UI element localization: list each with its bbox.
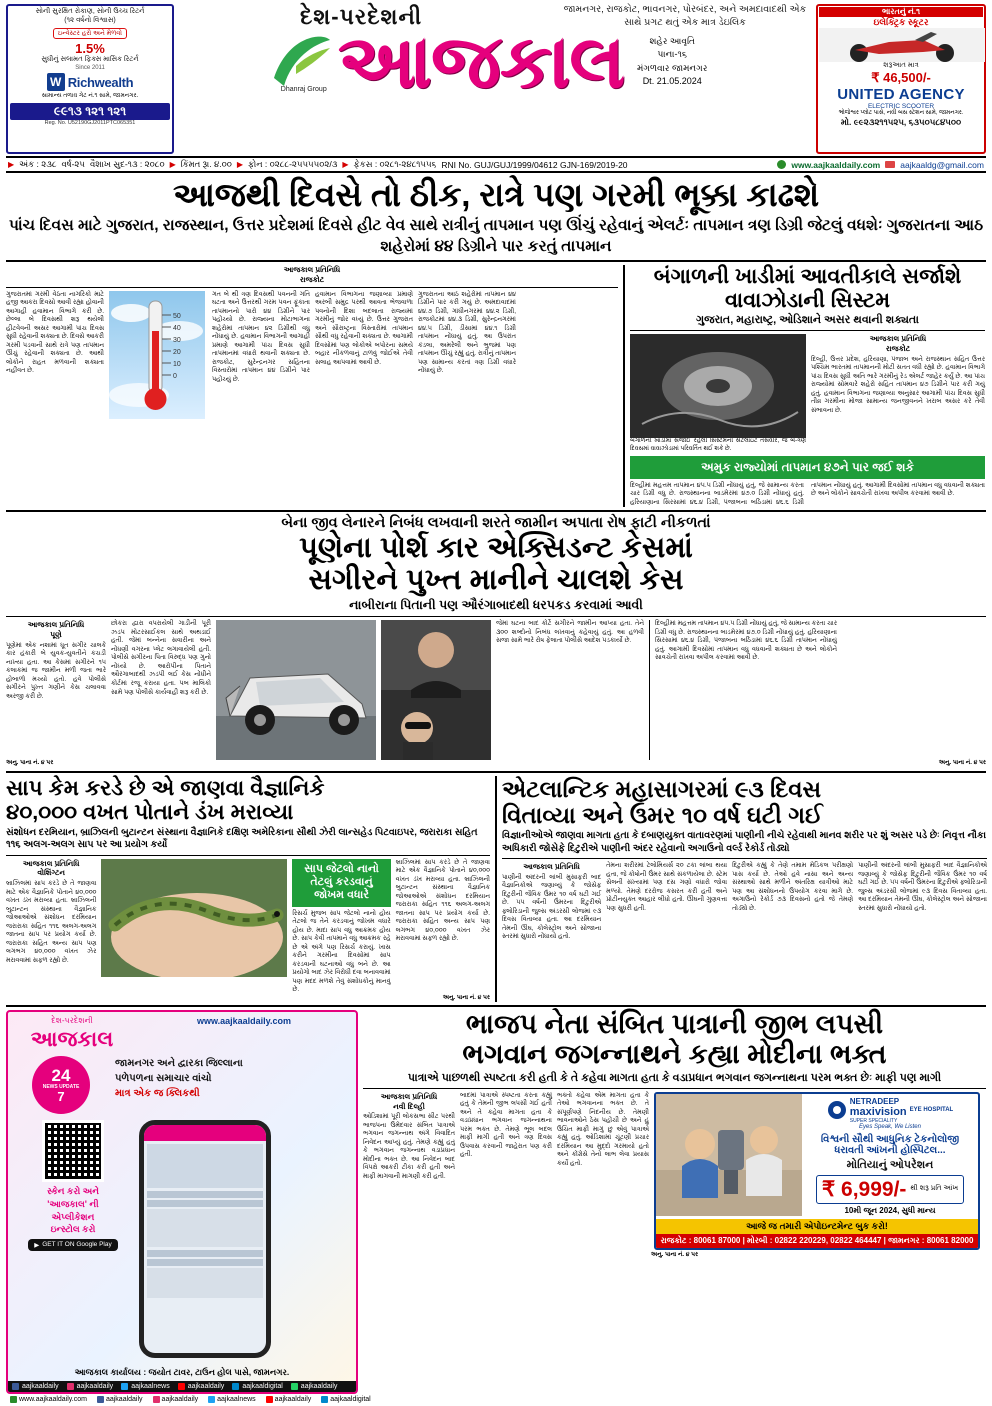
snake-dateline: વોશિંગ્ટન <box>37 868 65 878</box>
ua-address: ભોજેશ્વર પ્લોટ પાસે, નવી બસ સ્ટેશન સામે, જામનગર. <box>838 109 964 116</box>
lead-subhead: પાંચ દિવસ માટે ગુજરાત, રાજસ્થાન, ઉત્તર પ્રદેશમાં દિવસે હીટ વેવ સાથે રાત્રીનું તાપમાન પણ ઊંચું રહેવાનું એલર્ટઃ તાપમાન ત્રણ ડિગ્રી જેટલું વધશેઃ ગુજરાતના આઠ શહેરોમાં ૪૪ ડિગ્રીને પાર કરતું તાપમાન <box>6 216 986 262</box>
bjp-text-2: બાદમાં પાત્રાએ સ્પષ્ટતા કરતા કહ્યું હતું કે તેમની જીભ લપસી ગઈ હતી અને તે કહેવા માગતા હતા કે વડાપ્રધાન ભગવાન જગન્નાથના પરમ ભક્ત છે. તેમણે ભૂલ બદલ માફી માગી હતી અને ત્રણ દિવસ ઉપવાસ કરવાની જાહેરાત પણ કરી હતી. <box>460 1091 552 1159</box>
pune-text-2: છોકરા દ્વારા વપરાયેલી ગાડીની પૂરી ઝડપ મોટરસાઈકલ સાથે અથડાઈ હતી. જેમાં બન્નેના સવારીના અને નોંધણી વગરના પ્લેટ લગાવાયેલી હતી. પોલીસે સગીરના પિતા વિરુદ્ધ પણ ગુનો નોંધ્યો છે. આરોપીના પિતાને ઔરંગાબાદથી ઝડપી લઈ કેસ નોંધીને કોર્ટમાં રજૂ કરાયા હતા. પબ માલિકો સામે પણ પોલીસે કાર્યવાહી શરૂ કરી છે. <box>111 620 211 696</box>
app-brand-small: દેશ-પરદેશની <box>51 1016 93 1026</box>
weather-dateline: રાજકોટ <box>299 274 325 284</box>
qr-line3: એપ્લીકેશન <box>51 1211 95 1222</box>
eye-logo-icon <box>827 1100 847 1120</box>
snake-text-2: રિસર્ચ મુજબ સાપ જેટલો નાનો હોય તેટલો જ તેને કરડવાનું જોખમ વધારે હોય છે. માદા સાપ વધુ આક્રમક હોય છે. સાપ કેવી તાપમાને વધુ આક્રમક રહે છે એ અંગે પણ રિસર્ચ કરાયું. ખાસ કરીને ગરમીના દિવસોમાં સાપ કરડવાની ઘટનાઓ વધુ બને છે. આ પ્રયોગો બાદ ઝેર વિરોધી દવા બનાવવામાં પણ મદદ મળશે તેવું સંશોધકોનું માનવું છે. <box>292 909 391 994</box>
app-social-bar <box>8 1381 356 1392</box>
eye-clinic-photo <box>656 1094 802 1216</box>
bay-continue[interactable]: અનુ. પાના નં. ૪ પર <box>938 760 986 767</box>
desh-pardesh-text: દેશ-પરદેશની <box>300 4 423 29</box>
snake-subhead: સંશોધન દરમિયાન, બ્રાઝિલની બુટાન્ટન સંસ્થાના વૈજ્ઞાનિકે દક્ષિણ અમેરિકાના સૌથી ઝેરી લાન્સહેડ પિટવાઇપર, જરારાકા સહિત ૧૧૬ અલગ-અલગ સાપ પર આ પ્રયોગ કર્યો <box>6 826 478 851</box>
badge-7: 7 <box>57 1089 65 1105</box>
svg-text:30: 30 <box>173 336 181 344</box>
edition-pages: પાના-૧૬ <box>657 49 687 60</box>
ad-netradeep-maxivision[interactable] <box>654 1092 980 1250</box>
youtube-handle: aajkaaldaily <box>187 1383 225 1391</box>
pune-headline-1: પૂણેના પોર્શ કાર એક્સિડન્ટ કેસમાં <box>299 531 693 564</box>
play-triangle-icon: ▶ <box>34 1241 40 1249</box>
edition-city-label: શહેર આવૃતિ <box>649 36 695 47</box>
whatsapp-icon <box>291 1383 298 1390</box>
phone-number: ફોન : ૦૨૮૮-૨૫૫૫૫૦૨/૩ <box>248 159 338 169</box>
svg-text:20: 20 <box>173 348 181 356</box>
weather-left <box>6 265 618 507</box>
bjp-subhead: પાત્રાએ પાછળથી સ્પષ્ટતા કરી હતી કે તે કહેવા માગતા હતા કે વડાપ્રધાન ભગવાન જગન્નાથના પરમ ભક્ત છેઃ માફી પણ માગી <box>407 1071 942 1084</box>
eye-line2: ધરાવતી આંખની હોસ્પિટલ... <box>834 1144 946 1156</box>
youtube-icon-footer <box>266 1396 273 1403</box>
facebook-handle: aajkaaldaily <box>22 1383 59 1391</box>
eye-product-sub: SUPER SPECIALITY <box>849 1117 898 1124</box>
weather-columns <box>6 291 618 419</box>
svg-text:0: 0 <box>173 372 177 380</box>
instagram-icon <box>67 1383 74 1390</box>
ua-company: UNITED AGENCY <box>837 85 965 103</box>
ad-richwealth[interactable] <box>6 4 174 154</box>
richwealth-logo <box>47 73 134 91</box>
snake-text-3: બ્રાઝિલમાં સાપ કરડે છે તે જાણવા માટે એક વૈજ્ઞાનિકે પોતાને ૪૦,૦૦૦ વખત ડંખ મરાવ્યા હતા. બ્રાઝિલની બુટાન્ટન સંસ્થાના વૈજ્ઞાનિક જોઆઓએ સંશોધન દરમિયાન જરારાકા સહિત ૧૧૬ અલગ-અલગ જાતના સાપ પર પ્રયોગ કર્યા છે. જરારાકા સહિત અન્ય સાપ પણ લગભગ ૪૦,૦૦૦ વખત ઝેર મરાવવામાં સફળ રહ્યો છે. <box>395 858 490 943</box>
eye-contacts: રાજકોટ : 80061 87000 | મોરબી : 02822 220229, 02822 464447 | જામનગર : 80061 82000 <box>656 1234 978 1248</box>
newspaper-title: આજકાલ <box>337 20 625 103</box>
info-bar <box>6 156 986 173</box>
svg-text:50: 50 <box>173 312 181 320</box>
edition-date: Dt. 21.05.2024 <box>642 75 702 86</box>
social-facebook[interactable] <box>12 1383 59 1390</box>
instagram-icon-footer <box>153 1396 160 1403</box>
atlantic-subhead: વિજ્ઞાનીઓએ જાણવા માગતા હતા કે દબાણયુક્ત વાતાવરણમાં પાણીની નીચે રહેવાથી માનવ શરીર પર શું અસર પડે છેઃ નિવૃત્ત નૌકા અધિકારી જોસેફે દિટુરીએ પાણીની અંદર રહેવાનો અગાઉનો વર્લ્ડ રેકોર્ડ તોડ્યો <box>502 830 987 854</box>
telegram-handle: aajkaaldigital <box>242 1383 283 1391</box>
richwealth-badge: ઇન્વેસ્ટર હરો અને મેળવો <box>53 28 127 40</box>
lead-headline: આજથી દિવસે તો ઠીક, રાત્રે પણ ગરમી ભૂક્કા કાઢશે <box>172 176 820 213</box>
thermometer-image <box>109 291 205 419</box>
email-link[interactable]: aajkaaldg@gmail.com <box>900 159 984 170</box>
facebook-icon <box>12 1383 19 1390</box>
eye-word: EYE HOSPITAL <box>909 1107 954 1114</box>
edition-day: મંગળવાર જામનગર <box>637 62 708 73</box>
richwealth-mark-icon: W <box>47 73 65 91</box>
eye-slogan: Eyes Speak, We Listen <box>859 1123 921 1130</box>
eye-cta[interactable]: આજે જ તમારી એપોઇન્ટમેન્ટ બુક કરો! <box>656 1219 978 1234</box>
snake-story <box>6 776 490 1003</box>
footer-facebook-text: aajkaaldaily <box>105 1396 143 1404</box>
bjp-text-3: ભક્તો કહેવા એમ માગતા હતા કે તેઓ ભગવાનના ભક્ત છે. તે સંપૂર્ણપણે નિંદનીય છે. તેમણી ભાવનાઓને ઠેસ પહોંચી છે અને હું ઉચિત માફી માગું છું એવું પાત્રાએ કહ્યું હતું. ઓડિશામાં ચૂંટણી પ્રચાર દરમિયાન આ મુદ્દો ગરમાયો હતો અને કોંગ્રેસે તેનો લાભ લેવા પ્રયાસ કર્યો હતો. <box>557 1091 649 1167</box>
twitter-handle: aajkaalnews <box>131 1383 170 1391</box>
bjp-headline-2: ભગવાન જગન્નાથને કહ્યા મોદીના ભક્ત <box>462 1039 887 1070</box>
bjp-continue[interactable]: અનુ. પાના નં. ૪ પર <box>650 1251 699 1258</box>
instagram-handle: aajkaaldaily <box>76 1383 114 1391</box>
bay-headline: બંગાળની ખાડીમાં આવતીકાલે સર્જાશે વાવાઝોડાની સિસ્ટમ <box>653 265 962 313</box>
snake-greenbox-col <box>292 859 390 995</box>
app-qr-code[interactable] <box>42 1120 104 1182</box>
footer-website[interactable] <box>10 1396 87 1403</box>
bay-body <box>630 334 985 453</box>
footer-telegram-text: aajkaaldigital <box>330 1396 371 1404</box>
bjp-dateline: નવી દિલ્હી <box>393 1101 425 1111</box>
social-twitter[interactable] <box>121 1383 170 1390</box>
aajkaal-swoosh-icon <box>270 30 334 92</box>
dhanraj-group-label: Dhanraj Group <box>280 86 327 94</box>
qr-line2: 'આજકાલ' ની <box>47 1199 99 1210</box>
volume-year: વર્ષ-૨૫ <box>61 159 85 169</box>
envelope-icon <box>885 161 895 168</box>
richwealth-percent: 1.5% <box>75 41 105 57</box>
snake-byline: આજકાલ પ્રતિનિધિ <box>22 858 80 868</box>
youtube-icon <box>178 1383 185 1390</box>
whatsapp-handle: aajkaaldaily <box>300 1383 338 1391</box>
ua-phone: મો. ૯૯૨૩૨૧૧૫૨૫, ૬૩૫૦૫૮૪૫૦૦ <box>840 116 962 127</box>
website-link[interactable]: www.aajkaaldaily.com <box>791 159 881 170</box>
richwealth-phone: ૯૯૧૩ ૧૨૧ ૧૨૧ <box>10 103 170 120</box>
richwealth-line1: સોની સુરક્ષિત રોકાણ, સોની ઉચ્ચ રિટર્ન <box>35 8 145 15</box>
app-website[interactable]: www.aajkaaldaily.com <box>196 1016 292 1027</box>
pune-text-1: પૂણેમાં એક નશામાં ધૂત સગીર ચાલકે કાર હંકારી બે યુવક-યુવતીને કચડી નાખ્યા હતા. આ કેસમાં સગીરને ૧૫ કલાકમાં જ જામીન મળી જતા ભારે હોબાળો મચ્યો હતો. હવે પોલીસે સગીરને પુખ્ત ગણીને કેસ ચલાવવા અરજી કરી છે. <box>6 641 106 700</box>
eye-price: ₹ 6,999/- <box>821 1177 907 1201</box>
eye-line1: વિશ્વની સૌથી આધુનિક ટેકનોલોજી <box>820 1133 960 1145</box>
bjp-and-eye <box>363 1010 986 1394</box>
bjp-body <box>363 1092 986 1250</box>
edition-info <box>624 35 720 87</box>
snake-headline-2: ૪૦,૦૦૦ વખત પોતાને ડંખ મરાવ્યા <box>6 800 294 825</box>
bay-extra-text: દિલ્હીમાં મહત્તમ તાપમાન ૪૫.૫ ડિગ્રી નોંધાયું હતું, જે સામાન્ય કરતા ચાર ડિગ્રી વધુ છે. રાજસ્થાનના બાડમેરમાં ૪૭.૦ ડિગ્રી નોંધાયું હતું. હરિયાણાના સિરસામાં ૪૬.૪ ડિગ્રી, પંજાબના બઠિંડામાં ૪૬.૬ ડિગ્રી તાપમાન નોંધાયું હતું. આગામી દિવસોમાં તાપમાન વધુ વધવાની શક્યતા છે અને લોકોને સાવચેતી રાખવા અપીલ કરવામાં આવી છે. <box>655 620 837 662</box>
atlantic-story <box>495 776 987 1003</box>
app-office-address: આજકાલ કાર્યાલય : જયોત ટાવર, ટાઉન હોલ પાસે, જામનગર. <box>74 1367 290 1378</box>
snake-text-1: બ્રાઝિલમાં સાપ કરડે છે તે જાણવા માટે એક વૈજ્ઞાનિકે પોતાને ૪૦,૦૦૦ વખત ડંખ મરાવ્યા હતા. બ્રાઝિલની બુટાન્ટન સંસ્થાના વૈજ્ઞાનિક જોઆઓએ સંશોધન દરમિયાન જરારાકા સહિત ૧૧૬ અલગ-અલગ જાતના સાપ પર પ્રયોગ કર્યા છે. જરારાકા સહિત અન્ય સાપ પણ લગભગ ૪૦,૦૦૦ વખત ઝેર મરાવવામાં સફળ રહ્યો છે. <box>6 880 97 964</box>
eye-ad-wrap[interactable] <box>654 1092 980 1250</box>
bjp-col-1 <box>363 1092 455 1250</box>
pune-byline: આજકાલ પ્રતિનિધિ <box>27 620 85 630</box>
qr-line4: ઇન્સ્ટોલ કરો <box>50 1224 96 1235</box>
eye-offer: 10મી જૂન 2024, સુધી માન્ય <box>844 1205 936 1215</box>
play-label: GET IT ON Google Play <box>42 1241 112 1249</box>
ua-company-sub: ELECTRIC SCOOTER <box>867 102 935 110</box>
atlantic-byline: આજકાલ પ્રતિનિધિ <box>523 862 580 872</box>
atlantic-text-2: દિટુરીએ કહ્યું કે તેણે તમામ મેડિકલ પરીક્ષણો પાસ કર્યા છે. તેઓ હવે નાસા અને અન્ય સંસ્થાઓ સાથે મળીને અંતરિક્ષ યાત્રીઓ માટે પણ આ સંશોધનનો ઉપયોગ કરવા માગે છે. અગાઉનો રેકોર્ડ ૭૩ દિવસનો હતો જે તેમણે તોડ્યો છે. <box>732 862 854 912</box>
pune-continue[interactable]: અનુ. પાના નં. ૪ પર <box>6 760 54 767</box>
footer-telegram[interactable] <box>321 1396 370 1403</box>
section-bottom <box>6 1005 986 1394</box>
weather-col-2: ગત બે થી ત્રણ દિવસથી પવનની ગતિ ઘટતા અને ઉત્તરથી ગરમ પવન ફૂંકાતા તાપમાનનો પારો ૪૪ ડિગ્રીને પાર પહોંચ્યો છે. રાજ્યના મોટાભાગના શહેરોમાં તાપમાન ૪૨ ડિગ્રીથી વધુ નોંધાયું છે. હવામાન વિભાગની આગાહી પ્રમાણે આગામી પાંચ દિવસ સુધી તાપમાનમાં વધારો થવાની શક્યતા છે. રાજકોટ, સુરેન્દ્રનગર સહિતના વિસ્તારોમાં તાપમાન ૪૪ ડિગ્રીને પાર પહોંચ્યું છે. <box>212 290 310 383</box>
footer-strip <box>6 1394 986 1405</box>
footer-twitter-text: aajkaalnews <box>217 1396 256 1404</box>
accused-portrait-photo <box>381 620 491 760</box>
section-weather <box>6 265 986 507</box>
snake-continue[interactable]: અનુ. પાના નં. ૪ પર <box>442 994 490 1001</box>
footer-instagram[interactable] <box>153 1396 199 1403</box>
bay-dateline: રાજકોટ <box>885 343 911 353</box>
bullet-icon: ▶ <box>8 160 15 169</box>
eye-product: maxivision <box>849 1105 907 1118</box>
bjp-byline: આજકાલ પ્રતિનિધિ <box>380 1091 438 1101</box>
richwealth-regno: Reg. No. U52190GJ2011PTC065351 <box>44 119 136 126</box>
globe-icon <box>777 160 786 169</box>
snake-photo-wrap <box>101 859 287 995</box>
telegram-icon-footer <box>321 1396 328 1403</box>
fax-number: ફેકસ : ૦૨૮૧-૨૪૮૧૫૫૬ <box>353 159 437 169</box>
news-24x7-badge <box>32 1056 90 1114</box>
twitter-icon <box>121 1383 128 1390</box>
footer-twitter[interactable] <box>208 1396 256 1403</box>
globe-icon-footer <box>10 1396 17 1403</box>
atlantic-headline-1: એટલાન્ટિક મહાસાગરમાં ૯૩ દિવસ <box>502 775 822 802</box>
svg-text:10: 10 <box>173 360 181 368</box>
snake-headline-1: સાપ કેમ કરડે છે એ જાણવા વૈજ્ઞાનિકે <box>6 775 325 800</box>
google-play-button[interactable] <box>28 1239 117 1251</box>
pune-col-1 <box>6 620 106 760</box>
section-pune <box>6 510 986 768</box>
eye-brand: NETRADEEP <box>849 1096 900 1106</box>
pune-headline-2: સગીરને પુખ્ત માનીને ચાલશે કેસ <box>308 563 684 596</box>
issue-number: અંક : ૨૩૮ <box>19 159 57 169</box>
eye-price-sub: થી શરૂ પ્રતિ આંખ <box>910 1185 959 1193</box>
bay-of-bengal-box <box>623 265 985 507</box>
weather-col-3: હવામાન વિભાગના જણાવ્યા પ્રમાણે અરબી સમુદ્ર પરથી આવતા ભેજવાળા પવનોની દિશા બદલાતા રાજ્યમાં ગરમીનું જોર વધ્યું છે. ઉત્તર ગુજરાત અને સૌરાષ્ટ્રના વિસ્તારોમાં તાપમાન સૌથી વધુ રહેવાની શક્યતા છે. આગામી દિવસોમાં પણ લોકોએ બપોરના સમયે બહાર નીકળવાનું ટાળવું જોઈએ તેવી સલાહ આપવામાં આવી છે. <box>315 290 413 366</box>
svg-text:40: 40 <box>173 324 181 332</box>
facebook-icon-footer <box>97 1396 104 1403</box>
bay-green-banner: અમુક રાજ્યોમાં તાપમાન ૪૭ને પાર જઈ શકે <box>630 456 985 479</box>
bay-photo-caption: બંગાળની ખાડીમાં સર્જાઈ રહેલી સિસ્ટમની સેટેલાઇટ તસવીર, જે બે-ત્રણ દિવસમાં વાવાઝોડામાં પરિવર્તિત થઈ શકે છે. <box>630 438 806 452</box>
footer-website-text: www.aajkaaldaily.com <box>19 1396 87 1404</box>
eye-line3: મોતિયાનું ઓપરેશન <box>846 1158 934 1171</box>
bay-col-2: દિલ્હીમાં મહત્તમ તાપમાન ૪૫.૫ ડિગ્રી નોંધાયું હતું, જે સામાન્ય કરતા ચાર ડિગ્રી વધુ છે. રાજસ્થાનના બાડમેરમાં ૪૭.૦ ડિગ્રી નોંધાયું હતું. હરિયાણાના સિરસામાં ૪૬.૪ ડિગ્રી, પંજાબના બઠિંડામાં ૪૬.૬ ડિગ્રી તાપમાન નોંધાયું હતું. આગામી દિવસોમાં તાપમાન વધુ વધવાની શક્યતા છે અને લોકોને સાવચેતી રાખવા અપીલ કરવામાં આવી છે. <box>630 481 985 506</box>
pune-body <box>6 620 986 760</box>
app-line3: માત્ર એક જ ક્લિકથી <box>115 1088 200 1100</box>
bay-subhead: ગુજરાત, મહારાષ્ટ્ર, ઓડિશાને અસર થવાની શક્યતા <box>696 314 919 327</box>
ua-offer-label: શરૂઆત માત્ર <box>883 62 919 69</box>
richwealth-brand-text: Richwealth <box>67 74 134 90</box>
weather-thermometer-cell <box>109 291 207 419</box>
tithi: વૈશાખ સુદ-૧૩ : ૨૦૮૦ <box>90 159 165 169</box>
snake-hand-photo <box>101 859 287 977</box>
masthead <box>6 4 986 154</box>
app-brand: આજકાલ <box>30 1028 114 1052</box>
ua-top-text: ભારતનું નં.૧ <box>819 7 983 17</box>
app-line2: પળેપળના સમાચાર વાંચો <box>115 1073 212 1085</box>
telegram-icon <box>232 1383 239 1390</box>
pune-text-3: જેમાં ઘટના બાદ કોર્ટે સગીરને જામીન આપ્યા હતા. તેને ૩૦૦ શબ્દોનો નિબંધ લખવાનું કહેવાયું હતું. આ હળવી સજા સામે ભારે રોષ ફેલાતા પોલીસે આદેશ પડકાર્યો છે. <box>496 620 644 645</box>
pune-kicker: બેના જીવ લેનારને નિબંધ લખવાની શરતે જામીન અપાતા રોષ ફાટી નીકળતાં <box>281 515 711 532</box>
bay-byline: આજકાલ પ્રતિનિધિ <box>869 334 927 344</box>
bjp-text-1: ઓડિશામાં પૂરી લોકસભા સીટ પરથી ભાજપના ઉમેદવાર સંબિત પાત્રાએ ભગવાન જગન્નાથ અંગે વિવાદિત નિવેદન આપ્યું હતું. તેમણે કહ્યું હતું કે ભગવાન જગન્નાથ વડાપ્રધાન મોદીના ભક્ત છે. આ નિવેદન બાદ વિપક્ષે આકરી ટીકા કરી હતી અને માફી માગવાની માગણી કરી હતી. <box>363 1113 455 1180</box>
pune-car-photo-wrap <box>216 620 376 760</box>
ua-sub-text: ઇલેક્ટ્રિક સ્કૂટર <box>873 17 929 27</box>
bay-text-col <box>811 334 985 453</box>
snake-body <box>6 859 490 995</box>
bay-photo-wrap <box>630 334 806 453</box>
masthead-logo-row <box>180 20 810 103</box>
weather-col-4: ગુજરાતના આઠ શહેરોમાં તાપમાન ૪૪ ડિગ્રીને પાર કરી ગયું છે. અમદાવાદમાં ૪૪.૭ ડિગ્રી, ગાંધીનગરમાં ૪૪.૨ ડિગ્રી, રાજકોટમાં ૪૪.૩ ડિગ્રી, સુરેન્દ્રનગરમાં ૪૪.૫ ડિગ્રી, ડીસામાં ૪૪.૧ ડિગ્રી તાપમાન નોંધાયું હતું. આ ઉપરાંત કંડલા, અમરેલી અને ભુજમાં પણ તાપમાન ઊંચું રહ્યું હતું. રાત્રીનું તાપમાન પણ સામાન્ય કરતાં ત્રણ ડિગ્રી વધારે નોંધાયું છે. <box>418 290 516 375</box>
ad-aajkaal-app[interactable] <box>6 1010 358 1394</box>
richwealth-since: Since 2011 <box>75 65 105 72</box>
social-whatsapp[interactable] <box>291 1383 338 1390</box>
app-line1: જામનગર અને દ્વારકા જિલ્લાના <box>115 1058 243 1070</box>
weather-col-1: ગુજરાતમાં ગરમી વેઠતા નાગરિકો માટે હજી આકરા દિવસો આવી રહ્યા હોવાની આગાહી હવામાન વિભાગે કરી છે. છેલ્લા બે દિવસથી શરૂ થયેલી હીટવેવની અસર આગામી પાંચ દિવસ સુધી રહેવાની શક્યતા છે. દિવસે આકરી ગરમી પડવાની સાથે રાત્રે પણ તાપમાન ઊંચું રહેવાની શક્યતા છે. આથી લોકોને રાહત મળવાની શક્યતા નહીંવત છે. <box>6 290 104 375</box>
snake-col-1 <box>6 859 96 995</box>
footer-instagram-text: aajkaaldaily <box>161 1396 199 1404</box>
cover-price: કિંમત રૂા. ૪.૦૦ <box>180 159 232 169</box>
bullet-icon-2: ▶ <box>169 160 176 169</box>
bullet-icon-3: ▶ <box>236 160 243 169</box>
ad-united-agency[interactable] <box>816 4 986 154</box>
pune-subhead: નાબીરાના પિતાની પણ ઔરંગાબાદથી ધરપકડ કરવામાં આવી <box>349 598 643 613</box>
footer-youtube-text: aajkaaldaily <box>274 1396 312 1404</box>
atlantic-col-0 <box>502 862 601 942</box>
phone-mockup-image <box>139 1120 271 1358</box>
atlantic-text-0: પાણીની અંદરની લાંબી મુસાફરી બાદ વૈજ્ઞાનિકોએ જણાવ્યું કે જોસેફ દિટુરીની જૈવિક ઉંમર ૧૦ વર્ષ ઘટી ગઈ છે. ૫૫ વર્ષની ઉંમરના દિટુરીએ ફ્લોરિડાની જુલ્સ અંડરસી લોજમાં ૯૩ દિવસ વિતાવ્યા હતા. આ દરમિયાન તેમની ઊંઘ, કોલેસ્ટ્રોલ અને સોજાના સ્તરમાં સુધારો નોંધાયો હતો. <box>502 873 602 941</box>
snake-green-box: સાપ જેટલો નાનો તેટલું કરડવાનું જોખમ વધારે <box>292 859 390 907</box>
social-instagram[interactable] <box>67 1383 114 1390</box>
qr-line1: સ્કેન કરો અને <box>47 1186 99 1197</box>
richwealth-percent-sub: સુધીનું સલામત ફિક્સ માસિક રિટર્ન <box>41 56 139 64</box>
social-telegram[interactable] <box>232 1383 282 1390</box>
badge-24: 24 <box>51 1066 71 1086</box>
info-bar-right <box>777 160 984 170</box>
atlantic-headline-2: વિતાવ્યા અને ઉંમર ૧૦ વર્ષ ઘટી ગઈ <box>502 802 823 829</box>
social-youtube[interactable] <box>178 1383 225 1390</box>
masthead-center <box>174 4 816 154</box>
bjp-headline-1: ભાજપ નેતા સંબિત પાત્રાની જીભ લપસી <box>465 1009 884 1040</box>
bay-extra-col <box>649 620 837 760</box>
rni-number: RNI No. GUJ/GUJ/1999/04612 GJN-169/2019-20 <box>441 159 628 170</box>
satellite-photo <box>630 334 806 438</box>
masthead-tagline: જામનગર, રાજકોટ, ભાવનગર, પોરબંદર, અને અમદાવાદથી એક સાથે પ્રગટ થતું એક માત્ર ડેઇલિક <box>563 4 807 28</box>
footer-facebook[interactable] <box>97 1396 143 1403</box>
crashed-car-photo <box>216 620 376 760</box>
richwealth-address: સામાન્ય તળાવ ગેટ નં.૧ સામે, જામનગર. <box>41 93 139 100</box>
ua-price: ₹ 46,500/- <box>871 69 931 85</box>
twitter-icon-footer <box>208 1396 215 1403</box>
atlantic-text-3: પાણીની અંદરની લાંબી મુસાફરી બાદ વૈજ્ઞાનિકોએ જણાવ્યું કે જોસેફ દિટુરીની જૈવિક ઉંમર ૧૦ વર્ષ ઘટી ગઈ છે. ૫૫ વર્ષની ઉંમરના દિટુરીએ ફ્લોરિડાની જુલ્સ અંડરસી લોજમાં ૯૩ દિવસ વિતાવ્યા હતા. આ દરમિયાન તેમની ઊંઘ, કોલેસ્ટ્રોલ અને સોજાના સ્તરમાં સુધારો નોંધાયો હતો. <box>858 862 987 912</box>
bay-col-1: દિલ્હી, ઉત્તર પ્રદેશ, હરિયાણા, પંજાબ અને રાજસ્થાન સહિત ઉત્તર પશ્ચિમ ભારતમાં તાપમાનની મોટી સતત વધી રહ્યો છે. હવામાન વિભાગે પાંચ દિવસ સુધી અતિ ભારે ગરમીનું રેડ એલર્ટ જાહેર કર્યું છે. આ પાંચ રાજ્યોમાં સોમવારે શહેરો સહિત તાપમાન ૪૭ ડિગ્રીને પાર કરી ગયું હતું. હવામાન વિભાગના જણાવ્યા અનુસાર આગામી પાંચ દિવસ સુધી તીવ્ર ગરમીના મોજા સામાન્ય જનજીવનને ખરાબ અસર કરે તેવી સંભાવના છે. <box>811 355 985 414</box>
pune-dateline: પૂણે <box>50 630 62 640</box>
atlantic-body <box>502 862 987 942</box>
weather-byline: આજકાલ પ્રતિનિધિ <box>283 265 341 275</box>
richwealth-line2: (૧૨ વર્ષનો વિશ્વાસ) <box>64 16 116 24</box>
section-snake-atlantic <box>6 771 986 1003</box>
atlantic-text-1: તેમના શરીરમાં ટેલોમિયર્સ ૨૦ ટકા લાંબા થયા હતા, જે કોષોની ઉંમર સાથે સંકળાયેલા છે. સ્ટેમ સેલની સંખ્યામાં પણ દસ ગણો વધારો જોવા મળ્યો. તેમણે દરરોજ કસરત કરી હતી અને પ્રોટીનયુક્ત આહાર લીધો હતો. ઊંઘની ગુણવત્તા પણ સુધરી હતી. <box>606 862 728 912</box>
pune-portrait-photo-wrap <box>381 620 491 760</box>
badge-news-update: NEWS UPDATE <box>42 1084 80 1091</box>
scooter-image <box>819 28 983 62</box>
bullet-icon-4: ▶ <box>342 160 349 169</box>
footer-youtube[interactable] <box>266 1396 312 1403</box>
